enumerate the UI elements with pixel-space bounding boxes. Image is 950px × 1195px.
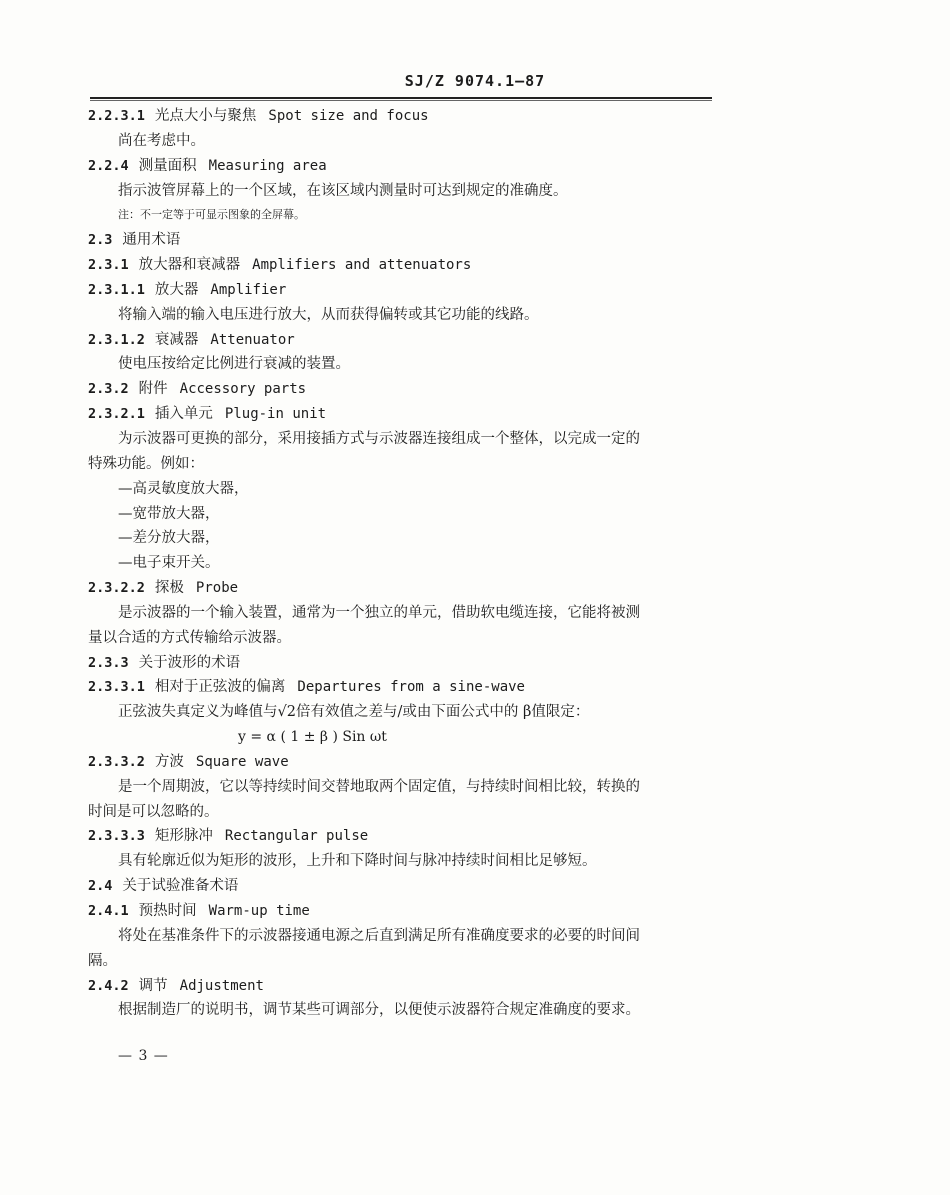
section-number: 2.3.3.2 [88, 753, 145, 770]
section-title-en: Plug-in unit [224, 406, 327, 423]
body-text: 是一个周期波，它以等持续时间交替地取两个固定值，与持续时间相比较，转换的 [118, 778, 640, 795]
section-title-en: Adjustment [179, 977, 264, 994]
section-heading [88, 278, 728, 303]
section-title-en: Warm-up time [208, 903, 310, 919]
section-number: 2.3.1.1 [88, 281, 145, 298]
body-text: 将输入端的输入电压进行放大，从而获得偏转或其它功能的线路。 [118, 306, 539, 323]
section-number: 2.4.2 [88, 977, 129, 994]
section-heading [88, 974, 728, 999]
section-heading [88, 750, 728, 775]
section-heading [88, 377, 728, 402]
section-title-en: Spot size and focus [268, 108, 429, 124]
body-text-continuation: 隔。 [88, 952, 117, 969]
body-text: 为示波器可更换的部分，采用接插方式与示波器连接组成一个整体，以完成一定的 [118, 430, 640, 447]
section-number: 2.3 [88, 232, 113, 249]
section-number: 2.3.2.2 [88, 580, 145, 597]
section-number: 2.2.4 [88, 157, 129, 174]
section-number: 2.4 [88, 878, 113, 895]
section-heading [88, 874, 728, 899]
section-heading [88, 104, 728, 129]
section-heading [88, 899, 728, 924]
section-heading [88, 154, 728, 179]
section-title-cn: 光点大小与聚焦 [154, 108, 257, 124]
section-number: 2.4.1 [88, 903, 129, 919]
formula: y = α ( 1 ± β ) Sin ωt [238, 729, 387, 746]
section-number: 2.3.1 [88, 257, 129, 274]
section-heading [88, 402, 728, 427]
body-text: 是示波器的一个输入装置，通常为一个独立的单元，借助软电缆连接，它能将被测 [118, 604, 640, 621]
section-title-en: Measuring area [208, 157, 327, 174]
body-text: 使电压按给定比例进行衰减的装置。 [118, 356, 350, 373]
body-text-continuation: 量以合适的方式传输给示波器。 [88, 629, 291, 646]
note-text: 注：不一定等于可显示图象的全屏幕。 [118, 208, 305, 222]
body-text: 将处在基准条件下的示波器接通电源之后直到满足所有准确度要求的必要的时间间 [118, 927, 640, 944]
section-title-cn: 调节 [138, 977, 168, 994]
section-title-cn: 通用术语 [122, 232, 181, 249]
section-heading [88, 253, 728, 278]
header-rule [90, 97, 712, 101]
section-title-en: Departures from a sine-wave [297, 679, 525, 696]
section-title-en: Amplifiers and attenuators [252, 257, 472, 274]
body-text: 指示波管屏幕上的一个区域，在该区域内测量时可达到规定的准确度。 [118, 182, 568, 199]
body-text-continuation: 特殊功能。例如： [88, 455, 204, 472]
body-text: —电子束开关。 [118, 555, 220, 572]
body-text: 尚在考虑中。 [118, 132, 205, 149]
section-title-cn: 关于波形的术语 [138, 654, 241, 671]
section-title-en: Rectangular pulse [224, 828, 369, 845]
section-title-cn: 相对于正弦波的偏离 [154, 679, 286, 696]
body-text: 根据制造厂的说明书，调节某些可调部分，以便使示波器符合规定准确度的要求。 [118, 1002, 640, 1019]
page-number: — 3 — [118, 1048, 169, 1064]
section-number: 2.3.2.1 [88, 406, 145, 423]
body-text: —宽带放大器， [118, 505, 220, 522]
section-title-cn: 测量面积 [138, 157, 197, 174]
section-heading [88, 228, 728, 253]
section-title-cn: 放大器和衰减器 [138, 257, 241, 274]
body-text: —高灵敏度放大器， [118, 480, 249, 497]
section-title-cn: 插入单元 [154, 406, 213, 423]
section-heading [88, 328, 728, 353]
section-title-en: Square wave [195, 753, 289, 770]
section-title-cn: 放大器 [154, 281, 199, 298]
section-heading [88, 824, 728, 849]
section-title-en: Accessory parts [179, 381, 307, 398]
section-title-cn: 矩形脉冲 [154, 828, 213, 845]
document-body [88, 104, 728, 1023]
page-header: SJ/Z 9074.1—87 [404, 72, 546, 90]
section-title-cn: 探极 [154, 580, 184, 597]
section-title-en: Amplifier [210, 281, 287, 298]
section-number: 2.3.3 [88, 654, 129, 671]
body-text-continuation: 时间是可以忽略的。 [88, 803, 219, 820]
section-number: 2.3.3.3 [88, 828, 145, 845]
section-title-cn: 预热时间 [138, 903, 197, 919]
section-title-cn: 方波 [154, 753, 184, 770]
section-title-cn: 附件 [138, 381, 168, 398]
body-text: 具有轮廓近似为矩形的波形，上升和下降时间与脉冲持续时间相比足够短。 [118, 853, 597, 870]
section-heading [88, 651, 728, 676]
section-title-en: Attenuator [210, 331, 295, 348]
section-number: 2.2.3.1 [88, 108, 145, 124]
section-title-cn: 关于试验准备术语 [122, 878, 239, 895]
section-number: 2.3.2 [88, 381, 129, 398]
section-title-en: Probe [195, 580, 239, 597]
body-text: 正弦波失真定义为峰值与√2倍有效值之差与/或由下面公式中的 β值限定： [118, 704, 590, 721]
body-text: —差分放大器， [118, 530, 220, 547]
section-title-cn: 衰减器 [154, 331, 199, 348]
section-number: 2.3.3.1 [88, 679, 145, 696]
section-heading [88, 675, 728, 700]
section-number: 2.3.1.2 [88, 331, 145, 348]
section-heading [88, 576, 728, 601]
